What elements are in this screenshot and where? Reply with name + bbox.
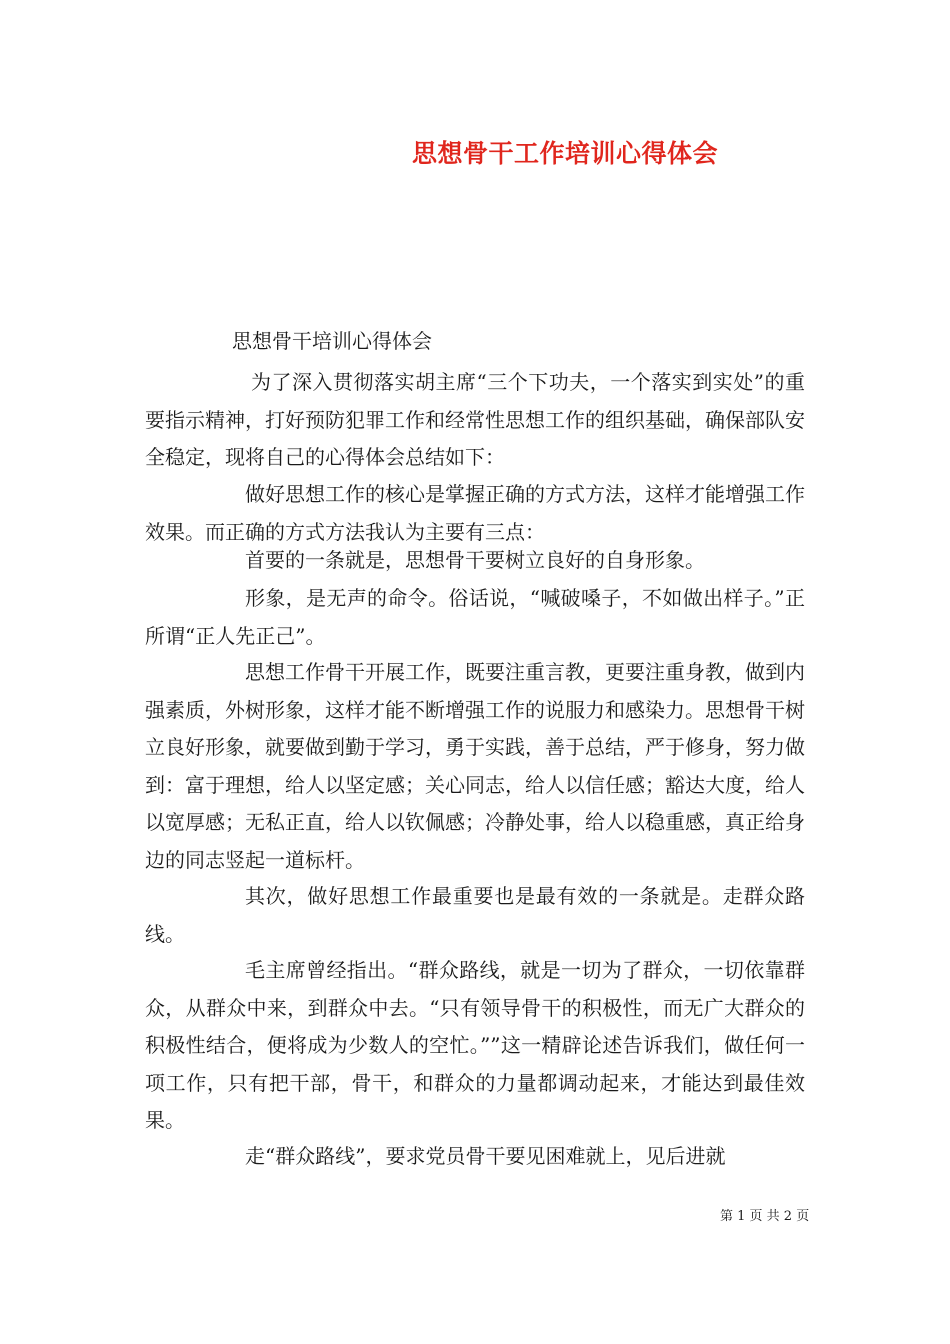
paragraph-1: 为了深入贯彻落实胡主席“三个下功夫，一个落实到实处”的重要指示精神，打好预防犯罪工作和经常性思想工作的组织基础，确保部队安全稳定，现将自己的心得体会总结如下： [145,370,805,469]
paragraph-3: 首要的一条就是，思想骨干要树立良好的自身形象。 [245,548,705,572]
document-subtitle: 思想骨干培训心得体会 [232,329,432,353]
paragraph-4: 形象，是无声的命令。俗话说，“喊破嗓子，不如做出样子。”正所谓“正人先正己”。 [145,586,805,648]
page-footer: 第 1 页 共 2 页 [720,1209,810,1224]
paragraph-2: 做好思想工作的核心是掌握正确的方式方法，这样才能增强工作效果。而正确的方式方法我认为主要有三点： [145,482,805,544]
paragraph-8: 走“群众路线”，要求党员骨干要见困难就上，见后进就 [245,1144,726,1168]
paragraph-5: 思想工作骨干开展工作，既要注重言教，更要注重身教，做到内强素质，外树形象，这样才能不断增强工作的说服力和感染力。思想骨干树立良好形象，就要做到勤于学习，勇于实践，善于总结，严于修身，努力做到：富于理想，给人以坚定感；关心同志，给人以信任感；豁达大度，给人以宽厚感；无私正直，给人以钦佩感；冷静处事，给人以稳重感，真正给身边的同志竖起一道标杆。 [145,660,805,872]
document-title: 思想骨干工作培训心得体会 [412,139,719,168]
paragraph-6: 其次，做好思想工作最重要也是最有效的一条就是。走群众路线。 [145,884,805,946]
paragraph-7: 毛主席曾经指出。“群众路线，就是一切为了群众，一切依靠群众，从群众中来，到群众中去。“只有领导骨干的积极性，而无广大群众的积极性结合，便将成为少数人的空忙。””这一精辟论述告诉我们，做任何一项工作，只有把干部，骨干，和群众的力量都调动起来，才能达到最佳效果。 [145,958,805,1132]
